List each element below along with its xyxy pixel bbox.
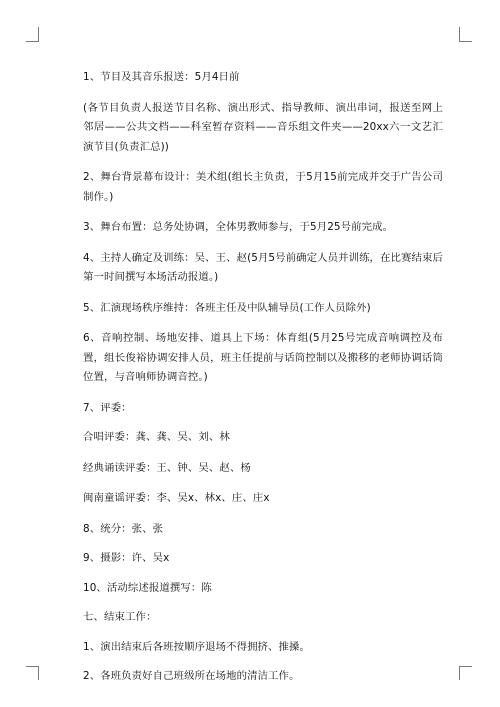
document-body (83, 68, 443, 697)
item-1-program-music-submission: 1、节目及其音乐报送：5月4日前 (83, 71, 240, 83)
judges-minnan-rhymes: 闽南童谣评委：李、吴x、林x、庄、庄x (83, 492, 270, 504)
crop-mark-bottom-left-vertical (38, 666, 39, 680)
closing-item-1-exit-order: 1、演出结束后各班按顺序退场不得拥挤、推搡。 (83, 640, 311, 653)
item-3-stage-setup: 3、舞台布置：总务处协调，全体男教师参与，于5月25号前完成。 (83, 221, 394, 233)
item-10-activity-report: 10、活动综述报道撰写：陈 (83, 581, 212, 594)
item-9-photography: 9、摄影：许、吴x (83, 552, 170, 564)
crop-mark-bottom-right-horizontal (459, 666, 472, 667)
item-5-order-maintenance: 5、汇演现场秩序维持：各班主任及中队辅导员(工作人员除外) (83, 301, 371, 314)
crop-mark-top-left-vertical (38, 27, 39, 41)
crop-mark-top-right-horizontal (459, 41, 472, 42)
item-8-scoring: 8、统分：张、张 (83, 522, 164, 535)
section-7-closing-work-heading: 七、结束工作： (83, 611, 157, 623)
item-2-stage-backdrop-design: 2、舞台背景幕布设计：美术组(组长主负责，于5月15前完成并交于广告公司制作。) (83, 171, 443, 203)
judges-classic-recitation: 经典诵读评委：王、钟、吴、赵、杨 (83, 461, 251, 474)
item-1-submission-details: (各节目负责人报送节目名称、演出形式、指导教师、演出串词，报送至网上邻居——公共文档——科室暂存资料——音乐组文件夹——20xx六一文艺汇演节目(负责汇总)) (83, 101, 443, 153)
crop-mark-top-left-horizontal (26, 41, 39, 42)
item-4-host-training: 4、主持人确定及训练：吴、王、赵(5月5号前确定人员并训练，在比赛结束后第一时间撰写本场活动报道。) (83, 251, 443, 283)
crop-mark-top-right-vertical (459, 27, 460, 41)
closing-item-2-cleaning: 2、各班负责好自己班级所在场地的清洁工作。 (83, 670, 300, 682)
judges-chorus: 合唱评委：龚、龚、吴、刘、林 (83, 431, 230, 443)
item-7-judges-heading: 7、评委： (83, 401, 132, 414)
item-6-sound-and-venue: 6、音响控制、场地安排、道具上下场：体育组(5月25号完成音响调控及布置，组长俊裕协调安排人员，班主任提前与话筒控制以及搬移的老师协调话筒位置，与音响师协调音控。) (83, 332, 443, 383)
crop-mark-bottom-right-vertical (459, 666, 460, 680)
